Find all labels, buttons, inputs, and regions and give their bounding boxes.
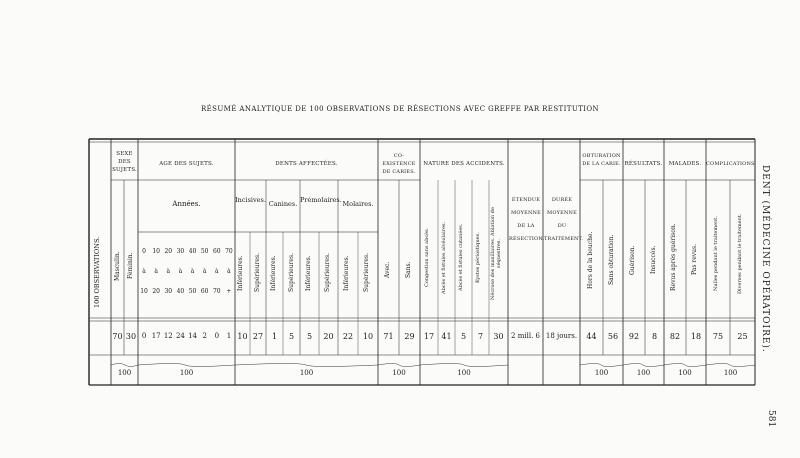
header-carie: CO-EXISTENCE DE CARIES. bbox=[382, 153, 416, 175]
col-premolaires-inf: Inférieures. bbox=[305, 255, 312, 291]
table-title: RÉSUMÉ ANALYTIQUE DE 100 OBSERVATIONS DE RÉSECTIONS AVEC GREFFE PAR RESTITUTION bbox=[200, 105, 600, 113]
age-range-top-2: 20 bbox=[164, 248, 173, 255]
side-header: DENT (MÉDECINE OPÉRATOIRE). bbox=[760, 165, 770, 353]
header-accidents: NATURE DES ACCIDENTS. bbox=[423, 161, 505, 167]
page-number: 581 bbox=[766, 410, 776, 428]
col-pas-revus: Pas revus. bbox=[691, 244, 698, 276]
col-guerison: Guérison. bbox=[629, 245, 636, 275]
tooth-group-canines: Canines. bbox=[268, 200, 298, 208]
age-range-mid-3: à bbox=[178, 268, 183, 275]
age-range-bot-7: + bbox=[226, 288, 232, 295]
col-canines-inf: Inférieures. bbox=[270, 255, 277, 291]
val-age-1: 17 bbox=[151, 332, 161, 340]
val-carie-sans: 29 bbox=[404, 332, 415, 341]
age-range-top-4: 40 bbox=[188, 248, 197, 255]
col-congestion: Congestion sans abcès. bbox=[424, 227, 430, 288]
header-dents: DENTS AFFECTÉES. bbox=[275, 161, 338, 167]
header-complications: COMPLICATIONS. bbox=[706, 161, 757, 167]
val-hors-bouche: 44 bbox=[586, 332, 597, 341]
val-age-6: 0 bbox=[214, 332, 220, 340]
total-sexe: 100 bbox=[117, 369, 132, 377]
val-masculin: 70 bbox=[112, 332, 123, 341]
age-range-mid-7: à bbox=[227, 268, 231, 275]
header-annees: Années. bbox=[172, 200, 201, 208]
total-resultats: 100 bbox=[636, 369, 651, 377]
age-range-top-0: 0 bbox=[142, 248, 146, 255]
val-guerison: 92 bbox=[628, 332, 640, 341]
total-complications: 100 bbox=[723, 369, 738, 377]
age-range-mid-6: à bbox=[215, 268, 219, 275]
col-molaires-inf: Inférieures. bbox=[343, 255, 350, 291]
tooth-group-premolaires: Prémolaires. bbox=[300, 196, 342, 204]
val-accident-0: 17 bbox=[423, 332, 435, 341]
val-dent-1: 27 bbox=[252, 332, 264, 341]
col-hors-bouche: Hors de la bouche. bbox=[587, 231, 594, 289]
val-duree: 18 jours. bbox=[545, 332, 578, 340]
total-accidents: 100 bbox=[457, 369, 471, 377]
header-etendue: ÉTENDUE MOYENNE DE LA RÉSECTION. bbox=[509, 197, 545, 242]
val-accident-2: 5 bbox=[460, 332, 467, 341]
col-sans-obturation: Sans obturation. bbox=[608, 234, 615, 286]
val-accident-1: 41 bbox=[441, 332, 452, 341]
age-range-mid-2: à bbox=[166, 268, 171, 275]
age-range-top-5: 50 bbox=[200, 248, 209, 255]
col-necrose: Nécrose des maxillaires. Ablation de séquestres. bbox=[490, 207, 502, 301]
val-dent-2: 1 bbox=[271, 332, 278, 341]
col-canines-sup: Supérieures. bbox=[288, 253, 295, 293]
val-etendue: 2 mill. 6 bbox=[511, 332, 540, 340]
val-dent-7: 10 bbox=[362, 332, 374, 341]
col-masculin: Masculin. bbox=[114, 251, 121, 281]
val-dent-3: 5 bbox=[288, 332, 295, 341]
age-range-top-1: 10 bbox=[152, 248, 160, 255]
col-insucces: Insuccès. bbox=[650, 245, 657, 275]
col-kystes: Kystes périostiques. bbox=[475, 232, 481, 283]
val-diverses: 25 bbox=[737, 332, 748, 341]
age-range-top-7: 70 bbox=[225, 248, 233, 255]
age-range-top-6: 60 bbox=[212, 248, 221, 255]
col-feminin: Féminin. bbox=[127, 252, 134, 280]
col-incisives-inf: Inférieures. bbox=[237, 255, 244, 291]
col-premolaires-sup: Supérieures. bbox=[324, 253, 331, 293]
val-age-4: 14 bbox=[188, 332, 198, 340]
val-accident-4: 30 bbox=[493, 332, 504, 341]
col-carie-sans: Sans. bbox=[405, 261, 412, 279]
col-revus: Revus après guérison. bbox=[670, 223, 677, 292]
total-malades: 100 bbox=[678, 369, 692, 377]
col-incisives-sup: Supérieures. bbox=[254, 253, 261, 293]
header-obturation: OBTURATION DE LA CARIE. bbox=[582, 153, 621, 167]
val-age-7: 1 bbox=[226, 332, 232, 340]
age-range-mid-5: à bbox=[202, 268, 207, 275]
total-carie: 100 bbox=[392, 369, 406, 377]
col-carie-avec: Avec. bbox=[384, 261, 391, 279]
header-age: AGE DES SUJETS. bbox=[159, 161, 214, 167]
val-dent-0: 10 bbox=[237, 332, 248, 341]
val-nulles: 75 bbox=[712, 332, 724, 341]
tooth-group-incisives: Incisives. bbox=[235, 196, 266, 204]
age-range-mid-1: à bbox=[154, 268, 158, 275]
total-dents: 100 bbox=[299, 369, 314, 377]
age-range-mid-4: à bbox=[190, 268, 195, 275]
header-sexe: SEXE DES SUJETS. bbox=[112, 151, 137, 173]
header-resultats: RÉSULTATS. bbox=[624, 161, 663, 167]
age-range-bot-0: 10 bbox=[140, 288, 148, 295]
tooth-group-molaires: Molaires. bbox=[342, 200, 374, 208]
val-accident-3: 7 bbox=[477, 332, 484, 341]
age-range-mid-0: à bbox=[142, 268, 146, 275]
col-molaires-sup: Supérieures. bbox=[363, 253, 370, 293]
val-age-0: 0 bbox=[141, 332, 147, 340]
age-range-bot-5: 60 bbox=[200, 288, 209, 295]
age-range-bot-1: 20 bbox=[152, 288, 160, 295]
header-malades: MALADES. bbox=[668, 161, 702, 167]
age-range-top-3: 30 bbox=[176, 248, 185, 255]
col-diverses: Diverses pendant le traitement. bbox=[737, 213, 743, 295]
total-obturation: 100 bbox=[594, 369, 609, 377]
val-carie-avec: 71 bbox=[383, 332, 394, 341]
val-age-5: 2 bbox=[202, 332, 207, 340]
total-age: 100 bbox=[179, 369, 194, 377]
val-pas-revus: 18 bbox=[690, 332, 702, 341]
val-dent-4: 5 bbox=[306, 332, 313, 341]
observations-label: 100 OBSERVATIONS. bbox=[93, 236, 101, 308]
col-nulles: Nulles pendant le traitement. bbox=[713, 216, 719, 292]
col-abces-cutanees: Abcès et fistules cutanées. bbox=[458, 223, 464, 292]
val-revus: 82 bbox=[669, 332, 681, 341]
age-range-bot-3: 40 bbox=[176, 288, 185, 295]
val-insucces: 8 bbox=[651, 332, 658, 341]
age-range-bot-6: 70 bbox=[212, 288, 221, 295]
val-age-2: 12 bbox=[163, 332, 173, 340]
val-dent-5: 20 bbox=[323, 332, 334, 341]
age-range-bot-4: 50 bbox=[188, 288, 197, 295]
val-feminin: 30 bbox=[125, 332, 137, 341]
val-sans-obturation: 56 bbox=[607, 332, 619, 341]
val-dent-6: 22 bbox=[342, 332, 354, 341]
header-duree: DURÉE MOYENNE DU TRAITEMENT. bbox=[544, 197, 584, 242]
age-range-bot-2: 30 bbox=[164, 288, 173, 295]
val-age-3: 24 bbox=[175, 332, 185, 340]
col-abces-alveolaires: Abcès et fistules alvéolaires. bbox=[441, 221, 447, 294]
